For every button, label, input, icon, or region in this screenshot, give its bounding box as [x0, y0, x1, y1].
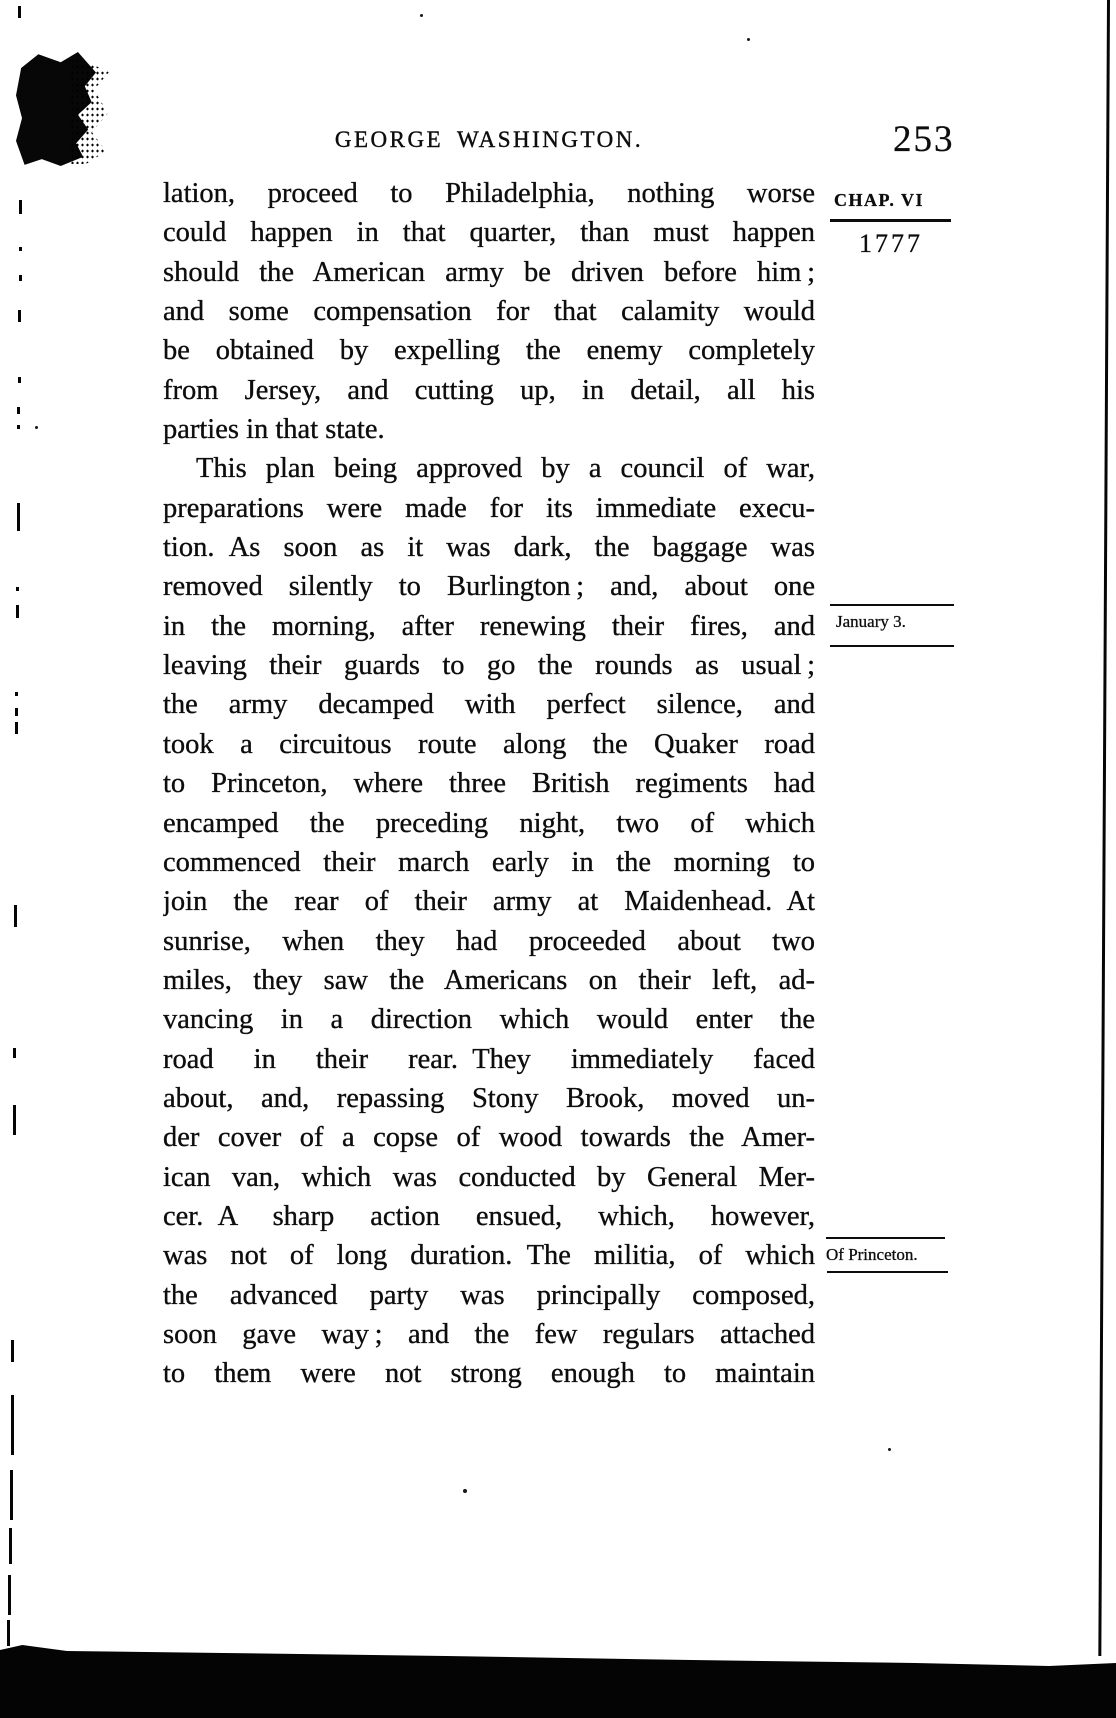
speck-artifact [747, 38, 750, 41]
page-number: 253 [893, 119, 955, 160]
speck-artifact [35, 426, 38, 429]
body-line: parties in that state. [163, 414, 385, 446]
left-edge-artifact [19, 247, 22, 251]
left-edge-artifact [10, 1470, 13, 1520]
date-sidenote-rule-top [830, 604, 954, 606]
left-edge-artifact [16, 605, 19, 618]
body-line: from Jersey, and cutting up, in detail, all his [163, 374, 815, 406]
body-line: sunrise, when they had proceeded about two [163, 925, 815, 957]
subject-sidenote-rule-bottom [827, 1271, 948, 1273]
year-sidenote: 1777 [859, 229, 923, 258]
left-edge-artifact [19, 200, 22, 214]
body-line: should the American army be driven before him ; [163, 256, 815, 288]
left-edge-artifact [13, 1048, 16, 1058]
speck-artifact [463, 1489, 467, 1493]
left-edge-artifact [18, 6, 21, 18]
right-edge-line-artifact [1098, 0, 1110, 1656]
body-line: road in their rear. They immediately faced [163, 1043, 815, 1075]
body-text [163, 174, 815, 1394]
left-edge-artifact [18, 310, 21, 322]
left-edge-artifact [18, 377, 21, 383]
body-line: preparations were made for its immediate execu- [163, 492, 815, 524]
left-edge-artifact [15, 722, 18, 734]
body-line: took a circuitous route along the Quaker road [163, 728, 815, 760]
body-line: This plan being approved by a council of war, [196, 453, 815, 485]
speck-artifact [420, 14, 423, 17]
body-line: der cover of a copse of wood towards the Amer- [163, 1122, 815, 1154]
left-edge-artifact [8, 1575, 11, 1615]
left-edge-artifact [9, 1528, 12, 1564]
body-line: miles, they saw the Americans on their left, ad- [163, 964, 815, 996]
date-sidenote-rule-bottom [830, 645, 954, 647]
left-edge-artifact [15, 692, 18, 696]
body-line: to Princeton, where three British regiments had [163, 768, 815, 800]
left-edge-artifact [19, 275, 22, 281]
running-title: GEORGE WASHINGTON. [334, 127, 644, 152]
body-line: be obtained by expelling the enemy completely [163, 335, 815, 367]
left-edge-artifact [17, 503, 20, 531]
date-sidenote: January 3. [836, 612, 906, 631]
left-edge-artifact [17, 425, 20, 429]
chapter-sidenote: CHAP. VI [834, 190, 925, 210]
left-edge-artifact [15, 708, 18, 716]
subject-sidenote-rule-top [826, 1237, 945, 1239]
body-line: vancing in a direction which would enter the [163, 1004, 815, 1036]
left-edge-artifact [17, 407, 20, 414]
subject-sidenote: Of Princeton. [826, 1245, 918, 1264]
left-edge-artifact [11, 1340, 14, 1362]
chapter-rule [830, 219, 951, 222]
body-line: about, and, repassing Stony Brook, moved un- [163, 1082, 815, 1114]
body-line: could happen in that quarter, than must happen [163, 217, 815, 249]
left-edge-artifact [13, 1105, 16, 1135]
left-edge-artifact [14, 905, 17, 927]
body-line: ican van, which was conducted by General Mer- [163, 1161, 815, 1193]
left-edge-artifact [11, 1395, 14, 1455]
body-line: the army decamped with perfect silence, and [163, 689, 815, 721]
body-line: encamped the preceding night, two of which [163, 807, 815, 839]
left-edge-artifact [16, 587, 19, 591]
body-line: and some compensation for that calamity would [163, 296, 815, 328]
body-line: soon gave way ; and the few regulars attached [163, 1318, 815, 1350]
speck-artifact [888, 1448, 891, 1451]
body-line: leaving their guards to go the rounds as usual ; [163, 650, 815, 682]
body-line: to them were not strong enough to maintain [163, 1358, 815, 1390]
body-line: commenced their march early in the morning to [163, 846, 815, 878]
body-line: was not of long duration. The militia, of which [163, 1240, 815, 1272]
body-line: the advanced party was principally composed, [163, 1279, 815, 1311]
left-edge-artifact [7, 1620, 10, 1646]
body-line: in the morning, after renewing their fires, and [163, 610, 815, 642]
bottom-scan-band-artifact [0, 1640, 1116, 1718]
body-line: join the rear of their army at Maidenhead. At [163, 886, 815, 918]
body-line: lation, proceed to Philadelphia, nothing worse [163, 178, 815, 209]
ink-blob-fringe-artifact [70, 58, 110, 164]
body-line: tion. As soon as it was dark, the baggage was [163, 532, 815, 564]
body-line: removed silently to Burlington ; and, about one [163, 571, 815, 603]
body-line: cer. A sharp action ensued, which, however, [163, 1200, 815, 1232]
